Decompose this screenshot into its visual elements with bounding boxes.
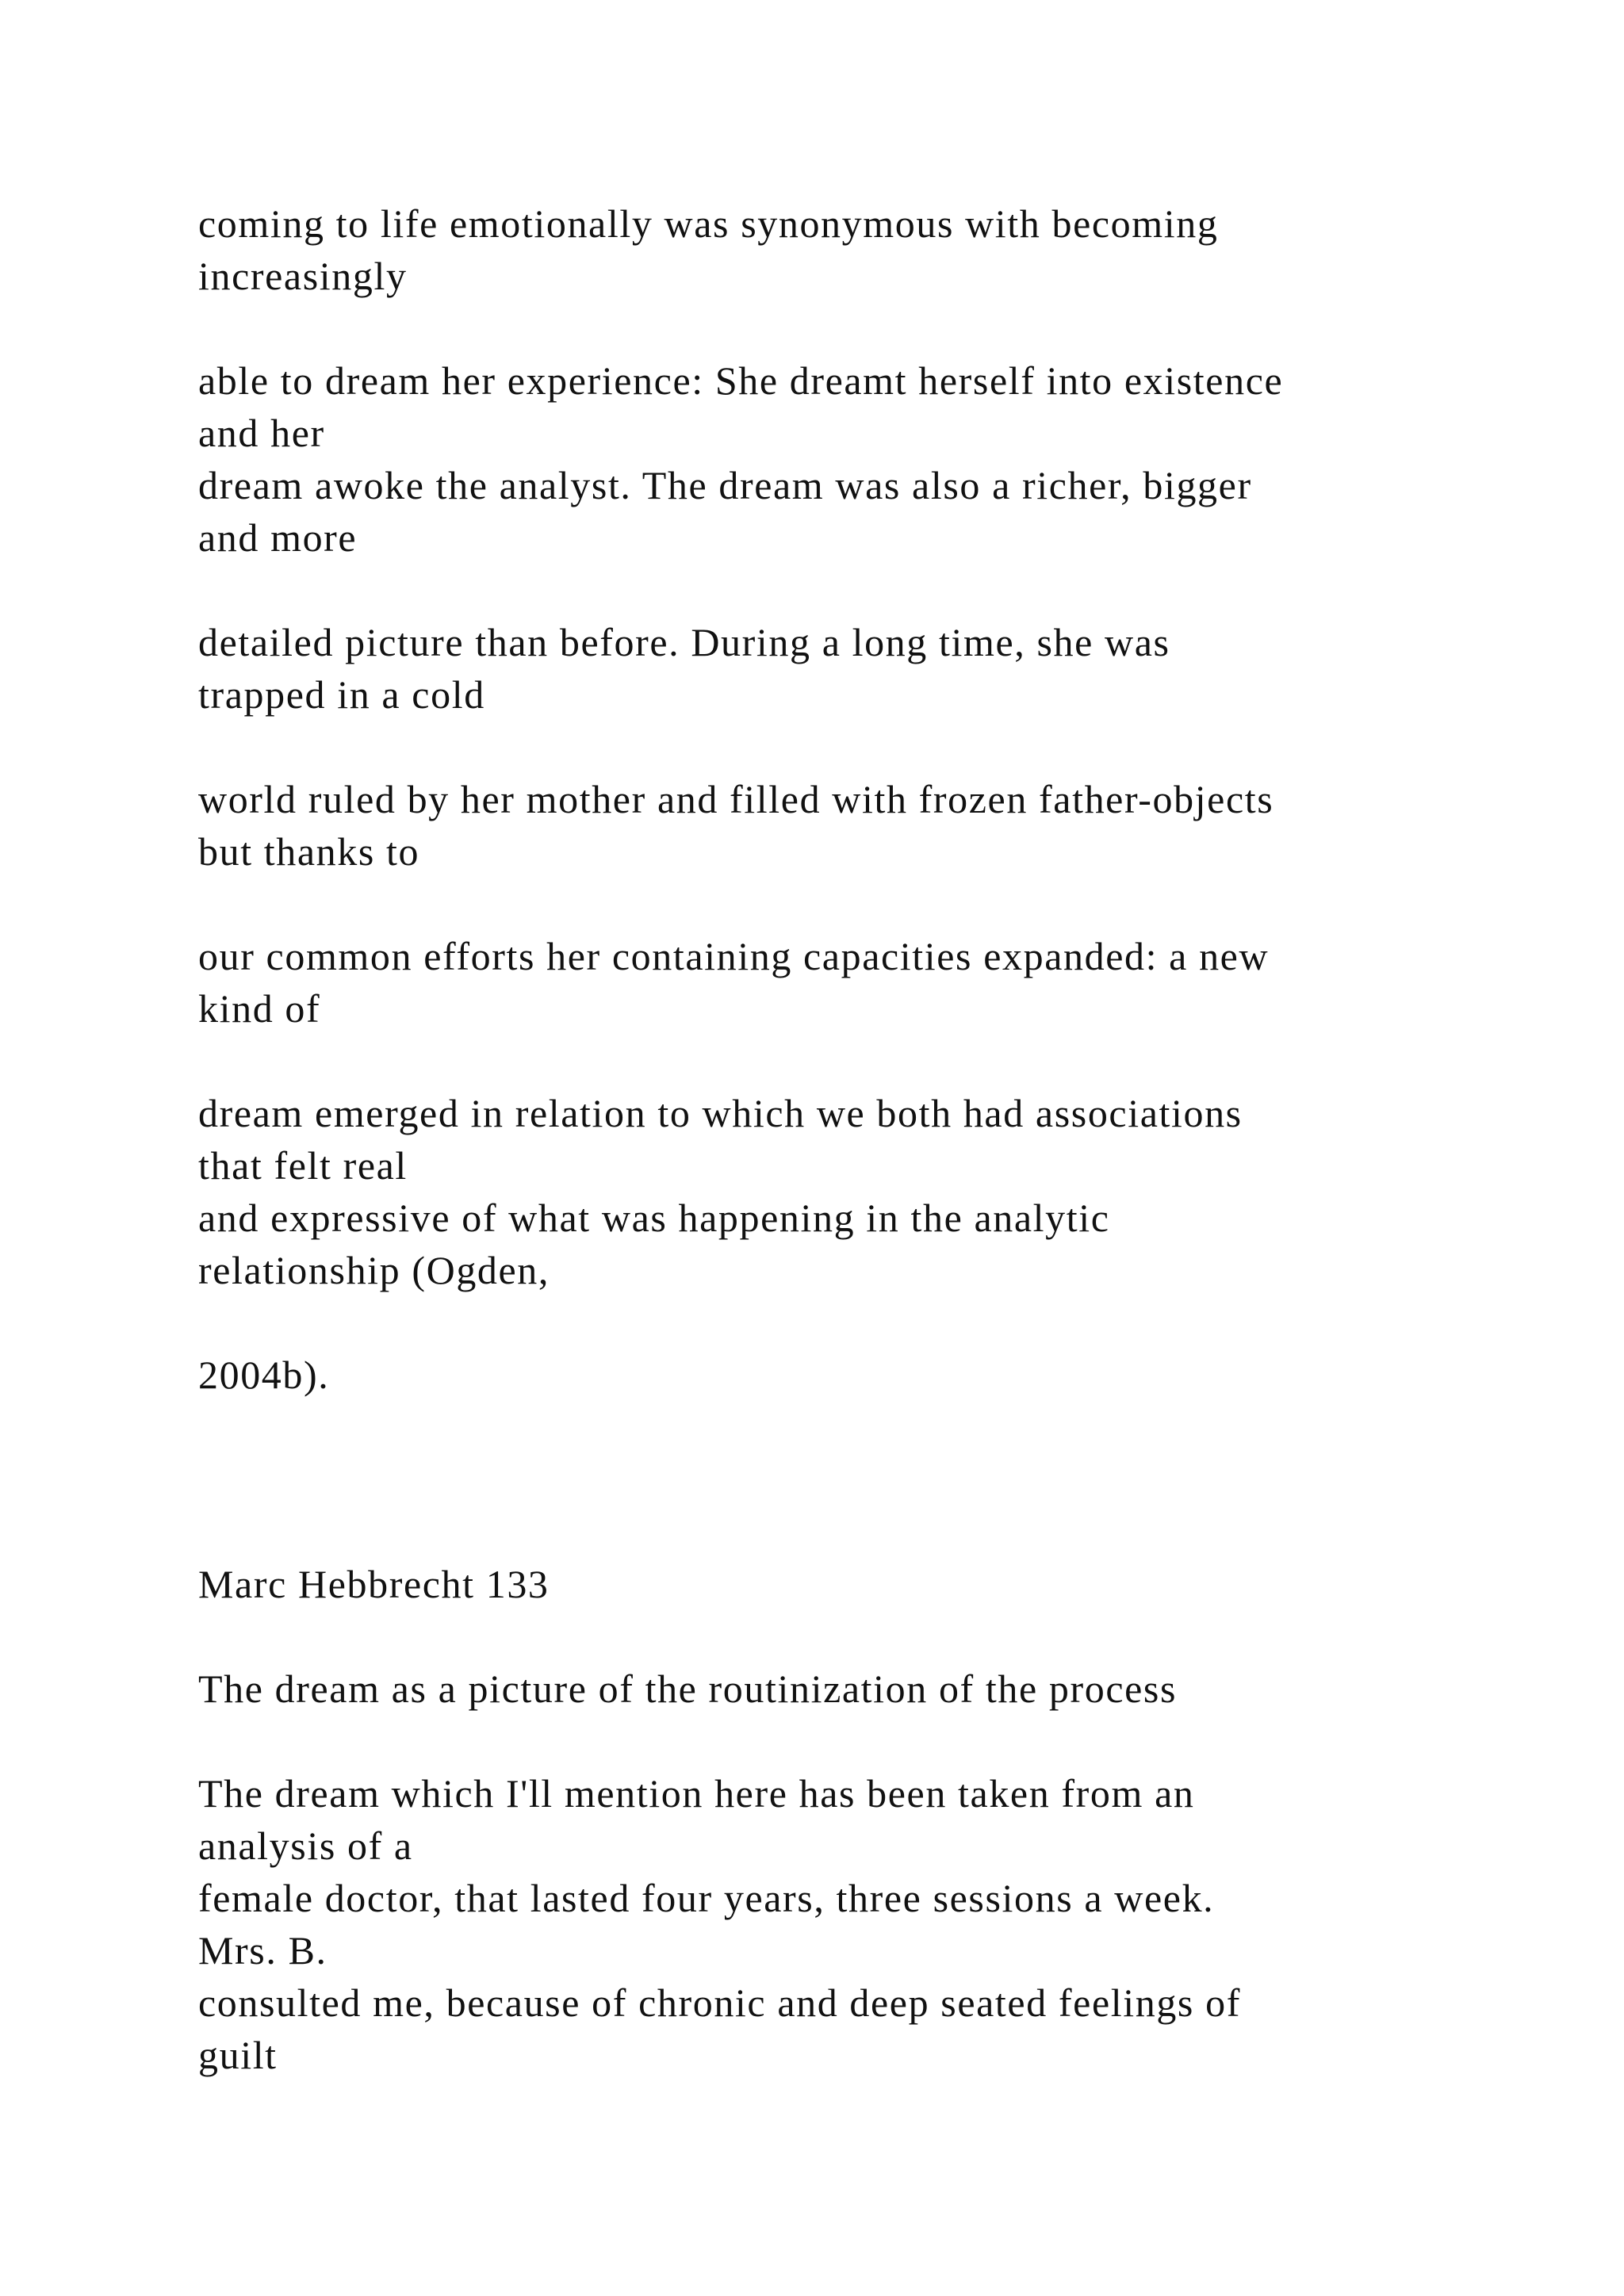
text-line: and expressive of what was happening in the analytic bbox=[198, 1196, 1110, 1240]
text-line: able to dream her experience: She dreamt herself into existence bbox=[198, 358, 1284, 403]
text-line: world ruled by her mother and filled with frozen father-objects bbox=[198, 777, 1274, 821]
section-heading: The dream as a picture of the routinization of the process bbox=[198, 1667, 1178, 1711]
text-line: our common efforts her containing capacities expanded: a new bbox=[198, 934, 1270, 978]
text-line: trapped in a cold bbox=[198, 672, 485, 717]
text-line: and her bbox=[198, 411, 325, 455]
text-line: and more bbox=[198, 515, 358, 560]
text-line: relationship (Ogden, bbox=[198, 1248, 550, 1292]
text-line: consulted me, because of chronic and deep seated feelings of bbox=[198, 1980, 1241, 2025]
text-line: increasingly bbox=[198, 254, 408, 298]
text-line: 2004b). bbox=[198, 1353, 330, 1397]
text-line: but thanks to bbox=[198, 829, 420, 874]
text-line: detailed picture than before. During a long time, she was bbox=[198, 620, 1170, 664]
text-line: The dream which I'll mention here has been taken from an bbox=[198, 1771, 1195, 1816]
author-page-header: Marc Hebbrecht 133 bbox=[198, 1562, 550, 1606]
text-line: dream awoke the analyst. The dream was also a richer, bigger bbox=[198, 463, 1252, 507]
text-line: dream emerged in relation to which we both had associations bbox=[198, 1091, 1243, 1135]
text-line: that felt real bbox=[198, 1143, 408, 1188]
text-line: Mrs. B. bbox=[198, 1928, 327, 1973]
text-line: guilt bbox=[198, 2033, 278, 2077]
text-line: female doctor, that lasted four years, three sessions a week. bbox=[198, 1876, 1215, 1920]
text-line: kind of bbox=[198, 986, 321, 1031]
text-line: coming to life emotionally was synonymous with becoming bbox=[198, 201, 1219, 246]
text-line: analysis of a bbox=[198, 1823, 413, 1868]
